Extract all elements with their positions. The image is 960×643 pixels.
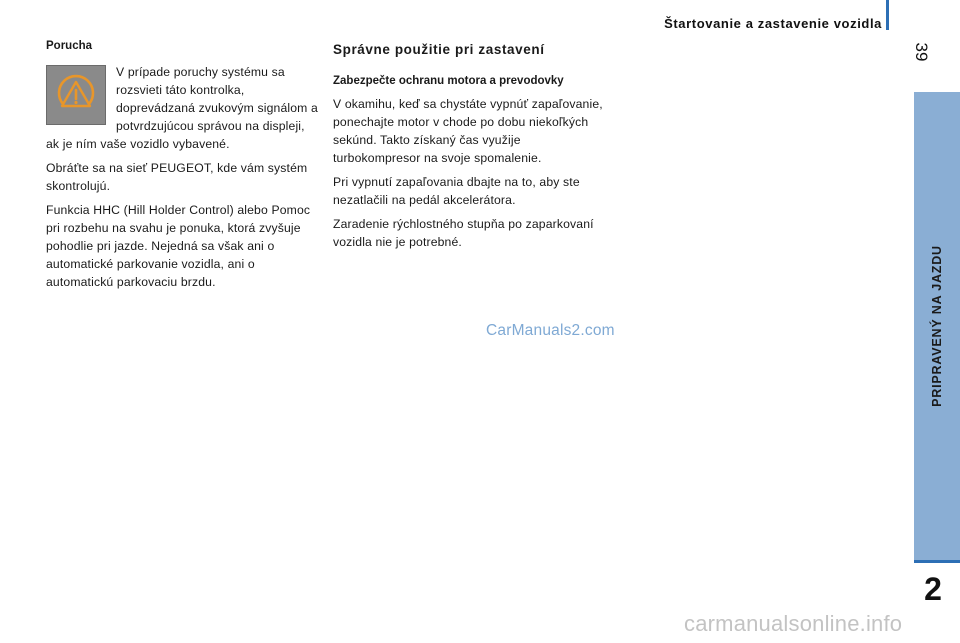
warning-triangle-icon — [46, 65, 106, 125]
fault-paragraph-1: V prípade poruchy systému sa rozsvieti táto kontrolka, doprevádzaná zvukovým signálom a potvrdzujúcou správou na displeji, ak je ním vaše vozidlo vybavené. — [46, 65, 318, 151]
left-column — [46, 40, 318, 297]
page-number: 39 — [912, 42, 931, 62]
stopping-heading: Správne použitie pri zastavení — [333, 42, 545, 57]
footer-watermark: carmanualsonline.info — [684, 611, 903, 636]
chapter-number-box — [914, 560, 960, 643]
right-column — [333, 42, 608, 257]
chapter-side-tab-label: PRIPRAVENÝ NA JAZDU — [930, 245, 944, 407]
fault-heading: Porucha — [46, 40, 93, 52]
header-accent-rule — [886, 0, 889, 30]
watermark-link: CarManuals2.com — [486, 322, 615, 339]
fault-paragraph-3: Funkcia HHC (Hill Holder Control) alebo Pomoc pri rozbehu na svahu je ponuka, ktorá zvyšuje pohodlie pri jazde. Nejedná sa však ani o automatické parkovanie vozidla, ani o automatickú parkovaciu brzdu. — [46, 203, 311, 289]
section-title: Štartovanie a zastavenie vozidla — [664, 16, 882, 31]
stopping-subheading: Zabezpečte ochranu motora a prevodovky — [333, 75, 564, 87]
stopping-paragraph-2: Pri vypnutí zapaľovania dbajte na to, aby ste nezatlačili na pedál akcelerátora. — [333, 175, 580, 207]
chapter-number: 2 — [924, 571, 942, 607]
chapter-side-tab — [914, 92, 960, 560]
stopping-paragraph-3: Zaradenie rýchlostného stupňa po zaparkovaní vozidla nie je potrebné. — [333, 217, 594, 249]
stopping-paragraph-1: V okamihu, keď sa chystáte vypnúť zapaľovanie, ponechajte motor v chode po dobu niekoľkých sekúnd. Takto získaný čas využije turbokompresor na svoje spomalenie. — [333, 97, 603, 165]
fault-paragraph-2: Obráťte sa na sieť PEUGEOT, kde vám systém skontrolujú. — [46, 161, 308, 193]
